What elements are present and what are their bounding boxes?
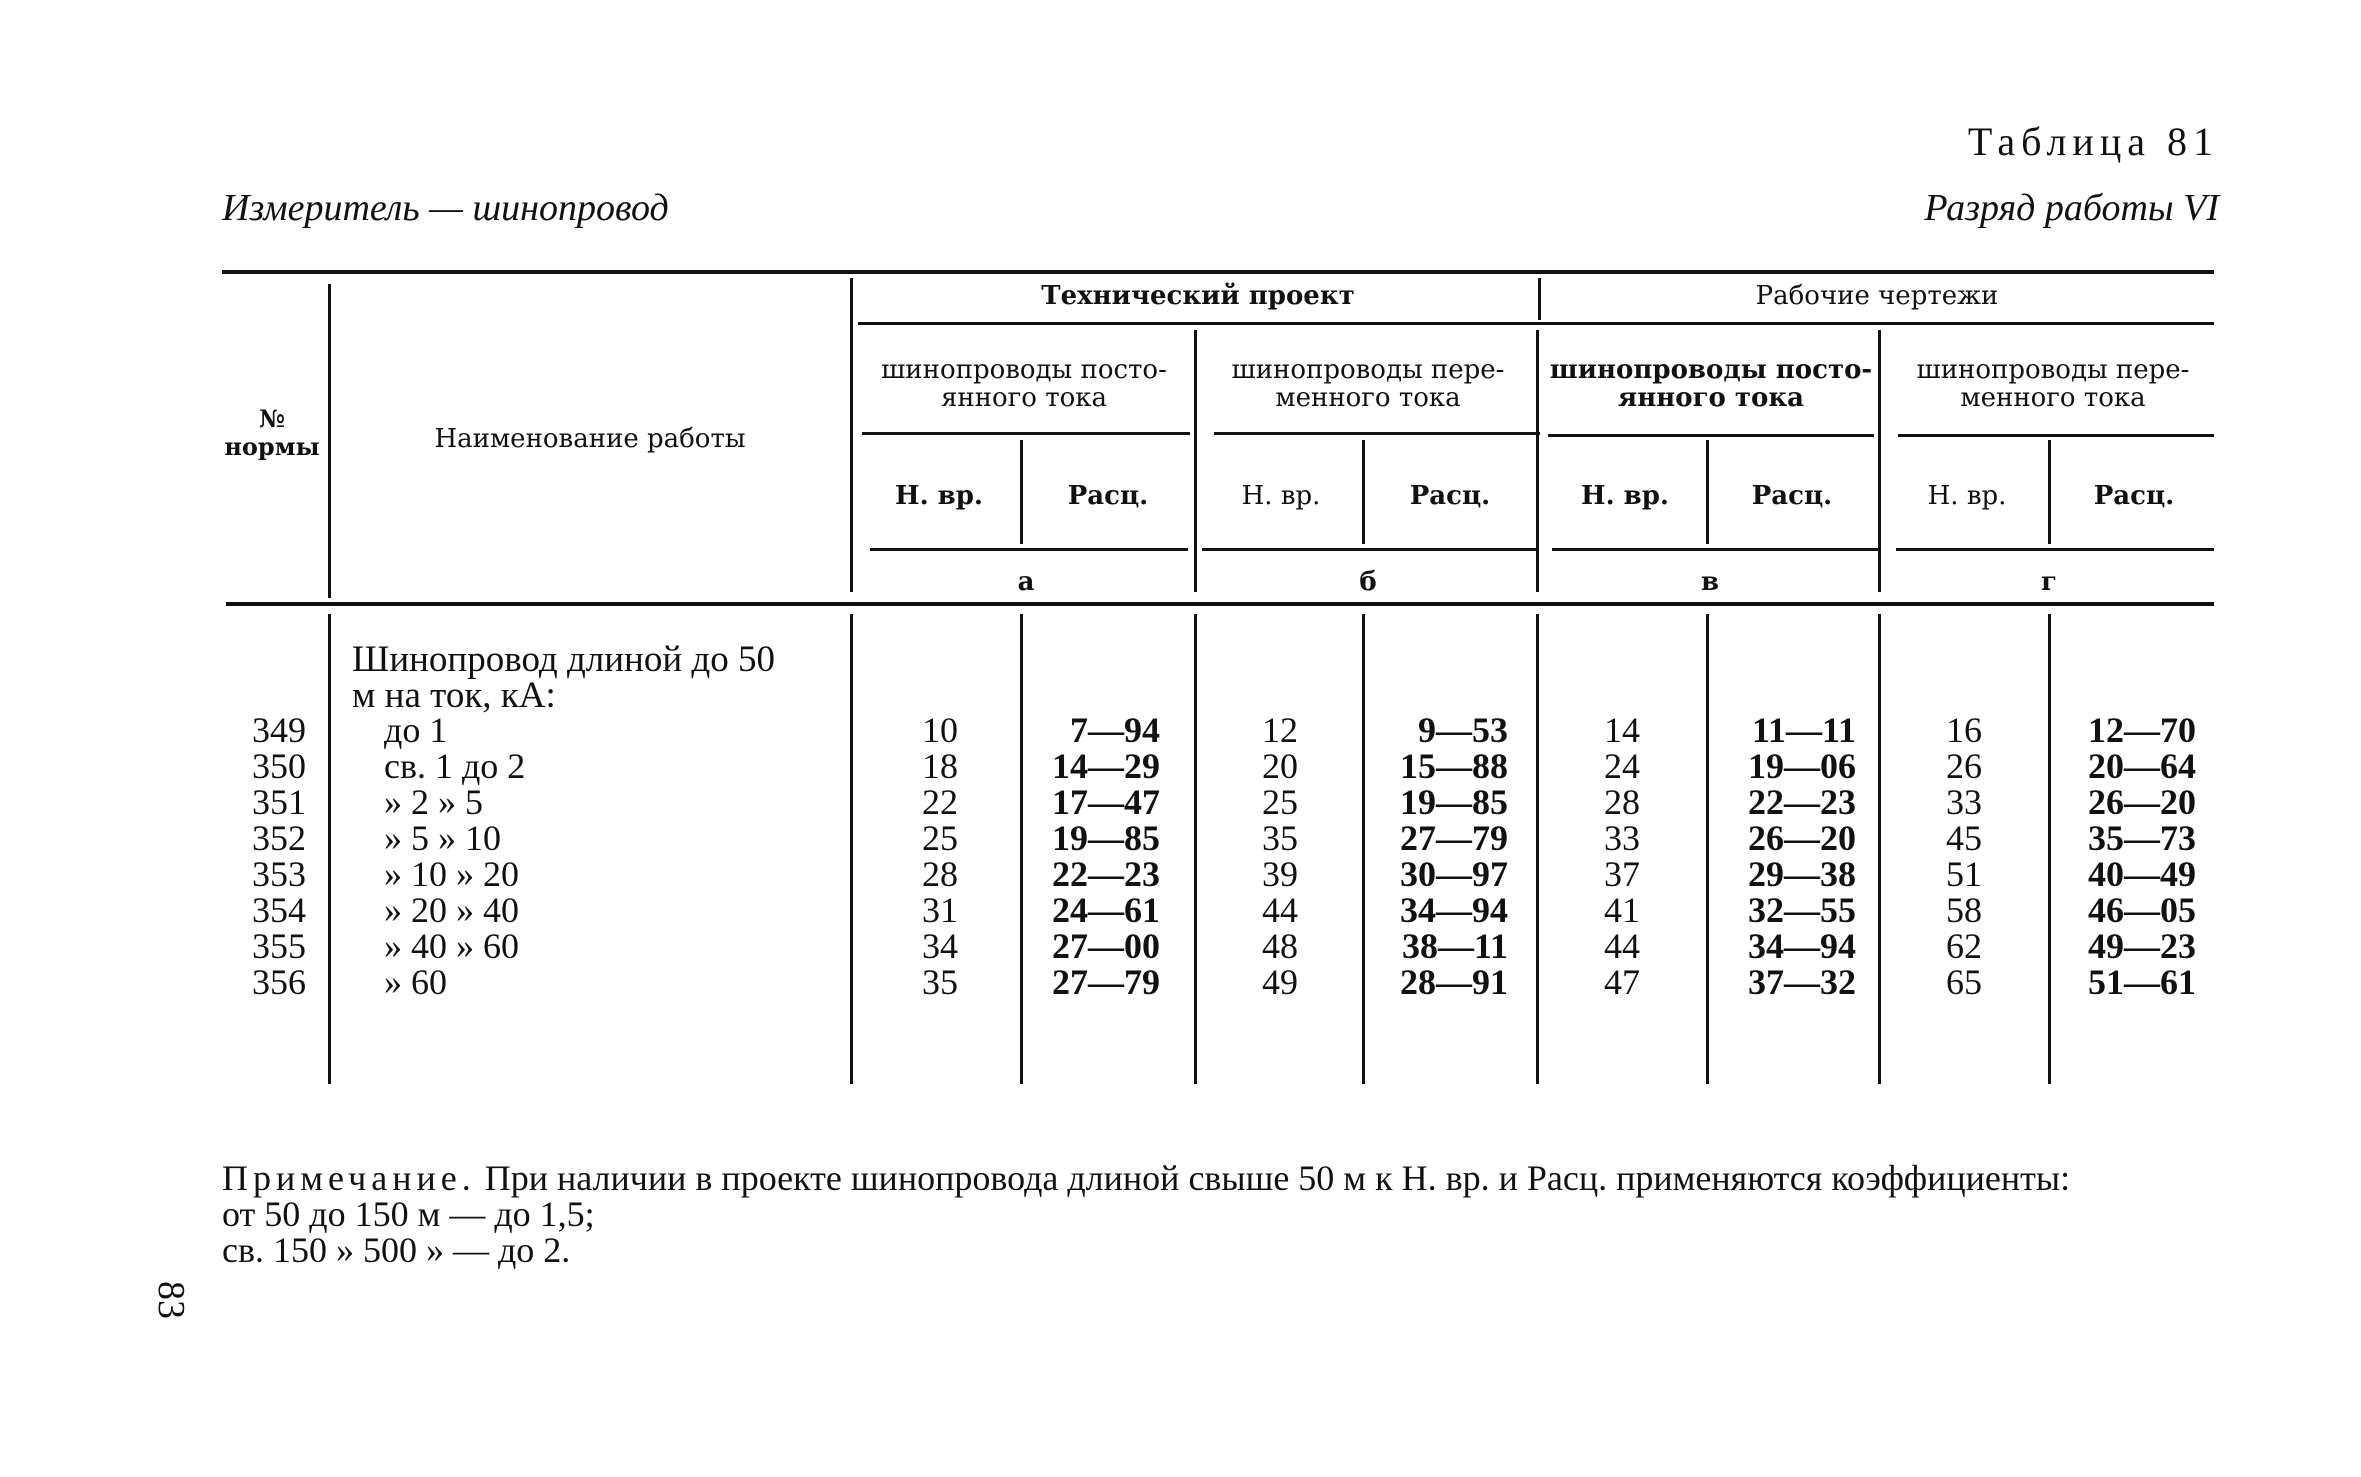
row-350-a-rasc: 14—29	[1052, 746, 1160, 786]
body-vrule-2	[850, 614, 853, 1084]
row-350-b-rasc: 15—88	[1400, 746, 1508, 786]
body-vrule-6	[1536, 614, 1539, 1084]
work-grade: Разряд работы VI	[1924, 187, 2219, 229]
row-353-g-nvr: 51	[1946, 854, 1982, 894]
row-356-g-nvr: 65	[1946, 962, 1982, 1002]
header-rasc-g: Расц.	[2093, 481, 2175, 511]
row-356-work-name: » 60	[384, 962, 447, 1002]
row-352-work-name: » 5 » 10	[384, 818, 501, 858]
row-352-g-rasc: 35—73	[2088, 818, 2196, 858]
footnote-line1: При наличии в проекте шинопровода длиной свыше 50 м к Н. вр. и Расц. применяются коэффициенты:	[484, 1158, 2071, 1198]
row-354-norm-no: 354	[252, 890, 306, 930]
row-356-g-rasc: 51—61	[2088, 962, 2196, 1002]
row-353-a-nvr: 28	[922, 854, 958, 894]
row-354-g-nvr: 58	[1946, 890, 1982, 930]
header-work-name: Наименование работы	[434, 424, 746, 454]
header-nvr-g: Н. вр.	[1927, 481, 2007, 511]
subgroup-rule-a	[862, 432, 1190, 435]
row-350-b-nvr: 20	[1262, 746, 1298, 786]
vrule-5	[1536, 330, 1539, 592]
body-vrule-7	[1706, 614, 1709, 1084]
row-353-g-rasc: 40—49	[2088, 854, 2196, 894]
row-355-b-nvr: 48	[1262, 926, 1298, 966]
header-rasc-b: Расц.	[1409, 481, 1491, 511]
row-351-b-nvr: 25	[1262, 782, 1298, 822]
row-351-a-rasc: 17—47	[1052, 782, 1160, 822]
subgroup-rule-v	[1548, 434, 1874, 437]
body-vrule-8	[1878, 614, 1881, 1084]
row-353-b-nvr: 39	[1262, 854, 1298, 894]
row-355-norm-no: 355	[252, 926, 306, 966]
header-dc-v: шинопроводы посто-янного тока	[1549, 355, 1873, 413]
header-ac-g: шинопроводы пере-менного тока	[1916, 355, 2190, 413]
group-rule-work	[1538, 322, 2214, 325]
header-dc-a: шинопроводы посто-янного тока	[881, 355, 1167, 413]
subgroup-rule-g	[1898, 434, 2214, 437]
row-355-g-rasc: 49—23	[2088, 926, 2196, 966]
row-354-a-rasc: 24—61	[1052, 890, 1160, 930]
row-352-b-nvr: 35	[1262, 818, 1298, 858]
table-number: Таблица 81	[1967, 119, 2219, 164]
row-355-b-rasc: 38—11	[1401, 926, 1508, 966]
col-label-g: г	[2041, 567, 2057, 597]
row-351-v-nvr: 28	[1604, 782, 1640, 822]
row-353-a-rasc: 22—23	[1052, 854, 1160, 894]
row-351-g-nvr: 33	[1946, 782, 1982, 822]
row-349-b-nvr: 12	[1262, 710, 1298, 750]
footnote-line3: св. 150 » 500 » — до 2.	[222, 1230, 571, 1270]
row-349-norm-no: 349	[252, 710, 306, 750]
header-nvr-a: Н. вр.	[895, 481, 983, 511]
vrule-8	[1362, 440, 1365, 544]
row-356-b-rasc: 28—91	[1400, 962, 1508, 1002]
row-355-g-nvr: 62	[1946, 926, 1982, 966]
row-350-v-rasc: 19—06	[1748, 746, 1856, 786]
row-352-a-rasc: 19—85	[1052, 818, 1160, 858]
row-350-norm-no: 350	[252, 746, 306, 786]
vrule-2	[850, 278, 853, 592]
row-352-norm-no: 352	[252, 818, 306, 858]
row-354-a-nvr: 31	[922, 890, 958, 930]
footnote-lead: Примечание.	[222, 1158, 476, 1198]
body-vrule-4	[1194, 614, 1197, 1084]
row-356-v-rasc: 37—32	[1748, 962, 1856, 1002]
row-350-a-nvr: 18	[922, 746, 958, 786]
row-354-work-name: » 20 » 40	[384, 890, 519, 930]
vrule-7	[1020, 440, 1023, 544]
row-354-b-rasc: 34—94	[1400, 890, 1508, 930]
body-vrule-3	[1020, 614, 1023, 1084]
vrule-9	[1706, 440, 1709, 544]
row-354-v-rasc: 32—55	[1748, 890, 1856, 930]
row-349-a-rasc: 7—94	[1070, 710, 1160, 750]
header-tech-project: Технический проект	[1041, 281, 1355, 311]
header-rasc-a: Расц.	[1067, 481, 1149, 511]
unit-rule-g	[1896, 548, 2214, 551]
body-vrule-1	[328, 614, 331, 1084]
row-351-b-rasc: 19—85	[1400, 782, 1508, 822]
unit-rule-b	[1202, 548, 1536, 551]
row-352-g-nvr: 45	[1946, 818, 1982, 858]
row-353-work-name: » 10 » 20	[384, 854, 519, 894]
row-352-v-rasc: 26—20	[1748, 818, 1856, 858]
row-354-v-nvr: 41	[1604, 890, 1640, 930]
col-label-v: в	[1700, 567, 1720, 597]
row-355-a-rasc: 27—00	[1052, 926, 1160, 966]
header-norm-no: № нормы	[224, 404, 320, 461]
row-352-b-rasc: 27—79	[1400, 818, 1508, 858]
header-bottom-rule	[226, 602, 2214, 606]
row-352-v-nvr: 33	[1604, 818, 1640, 858]
row-355-v-rasc: 34—94	[1748, 926, 1856, 966]
row-356-norm-no: 356	[252, 962, 306, 1002]
row-355-work-name: » 40 » 60	[384, 926, 519, 966]
group-title: Шинопровод длиной до 50 м на ток, кА:	[352, 639, 775, 716]
group-rule-tech	[858, 322, 1538, 325]
row-349-g-nvr: 16	[1946, 710, 1982, 750]
vrule-4	[1194, 330, 1197, 592]
row-351-norm-no: 351	[252, 782, 306, 822]
page-number: 83	[150, 1281, 192, 1319]
header-working-drawings: Рабочие чертежи	[1755, 281, 1999, 311]
row-349-v-rasc: 11—11	[1751, 710, 1856, 750]
row-349-a-nvr: 10	[922, 710, 958, 750]
row-349-work-name: до 1	[384, 710, 448, 750]
row-353-v-rasc: 29—38	[1748, 854, 1856, 894]
header-rasc-v: Расц.	[1751, 481, 1833, 511]
row-350-work-name: св. 1 до 2	[384, 746, 526, 786]
row-351-work-name: » 2 » 5	[384, 782, 483, 822]
row-356-a-nvr: 35	[922, 962, 958, 1002]
row-349-b-rasc: 9—53	[1418, 710, 1508, 750]
footnote	[222, 1160, 2222, 1268]
vrule-1	[328, 284, 331, 598]
row-350-g-nvr: 26	[1946, 746, 1982, 786]
row-355-v-nvr: 44	[1604, 926, 1640, 966]
row-350-v-nvr: 24	[1604, 746, 1640, 786]
vrule-10	[2048, 440, 2051, 544]
col-label-a: а	[1017, 567, 1035, 597]
body-vrule-5	[1362, 614, 1365, 1084]
footnote-line2: от 50 до 150 м — до 1,5;	[222, 1194, 595, 1234]
header-ac-b: шинопроводы пере-менного тока	[1231, 355, 1505, 413]
row-350-g-rasc: 20—64	[2088, 746, 2196, 786]
subgroup-rule-b	[1214, 432, 1540, 435]
row-349-g-rasc: 12—70	[2088, 710, 2196, 750]
row-354-b-nvr: 44	[1262, 890, 1298, 930]
col-label-b: б	[1359, 567, 1377, 597]
row-351-a-nvr: 22	[922, 782, 958, 822]
unit-rule-a	[870, 548, 1188, 551]
row-351-v-rasc: 22—23	[1748, 782, 1856, 822]
measure-label: Измеритель — шинопровод	[222, 187, 669, 229]
row-356-b-nvr: 49	[1262, 962, 1298, 1002]
table-top-rule	[222, 270, 2214, 274]
row-349-v-nvr: 14	[1604, 710, 1640, 750]
header-nvr-v: Н. вр.	[1581, 481, 1669, 511]
row-353-v-nvr: 37	[1604, 854, 1640, 894]
row-353-b-rasc: 30—97	[1400, 854, 1508, 894]
unit-rule-v	[1552, 548, 1878, 551]
row-351-g-rasc: 26—20	[2088, 782, 2196, 822]
row-355-a-nvr: 34	[922, 926, 958, 966]
row-354-g-rasc: 46—05	[2088, 890, 2196, 930]
vrule-6	[1878, 330, 1881, 592]
row-356-a-rasc: 27—79	[1052, 962, 1160, 1002]
row-352-a-nvr: 25	[922, 818, 958, 858]
row-353-norm-no: 353	[252, 854, 306, 894]
body-vrule-9	[2048, 614, 2051, 1084]
row-356-v-nvr: 47	[1604, 962, 1640, 1002]
header-nvr-b: Н. вр.	[1241, 481, 1321, 511]
